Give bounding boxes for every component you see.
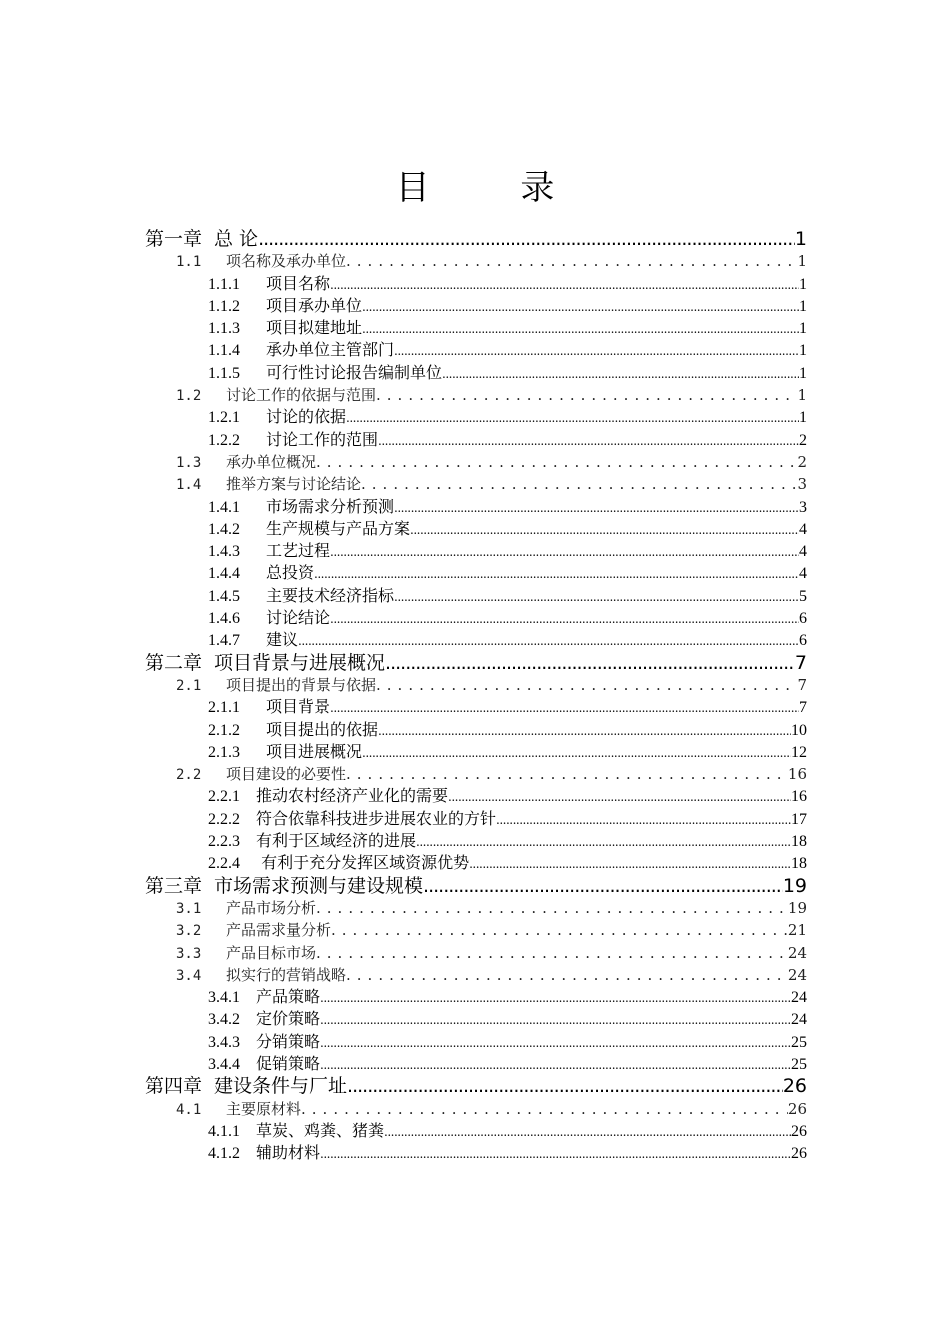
toc-leader-dots — [496, 808, 791, 831]
toc-entry[interactable] — [0, 652, 950, 674]
toc-entry[interactable] — [0, 986, 950, 1008]
toc-entry-page: 25 — [791, 1033, 807, 1051]
toc-entry-number: 1.4.3 — [208, 543, 240, 561]
toc-leader-dots — [320, 1142, 791, 1165]
toc-entry-label — [208, 986, 320, 1009]
toc-entry-page: 2 — [797, 452, 807, 471]
toc-entry[interactable] — [0, 785, 950, 807]
toc-entry-title: 建设条件与厂址 — [214, 1075, 348, 1098]
toc-entry-title: 项目承办单位 — [266, 295, 363, 315]
toc-entry-number: 第二章 — [145, 651, 203, 674]
toc-entry-title: 推动农村经济产业化的需要 — [256, 786, 449, 806]
toc-entry-number: 1.4.5 — [208, 587, 240, 605]
toc-entry-title: 建议 — [266, 630, 299, 650]
toc-entry[interactable] — [0, 518, 950, 540]
toc-entry-title: 符合依靠科技进步进展农业的方针 — [256, 808, 497, 828]
toc-entry-number: 1.3 — [176, 454, 202, 471]
toc-entry-page: 17 — [791, 810, 807, 828]
toc-entry-title: 项名称及承办单位 — [226, 252, 347, 271]
toc-entry-page: 16 — [791, 788, 807, 806]
toc-entry-label — [176, 451, 316, 474]
toc-entry-title: 项目背景 — [266, 697, 331, 717]
toc-entry-page: 1 — [799, 297, 807, 315]
toc-entry-number: 4.1.2 — [208, 1145, 240, 1163]
toc-entry-page: 7 — [794, 651, 807, 674]
toc-entry-number: 2.2.4 — [208, 855, 240, 873]
toc-entry-page: 26 — [791, 1122, 807, 1140]
toc-leader-dots — [423, 875, 783, 897]
toc-leader-dots — [330, 540, 799, 563]
toc-leader-dots — [320, 986, 791, 1009]
toc-entry-label — [208, 295, 362, 318]
toc-entry[interactable] — [0, 964, 950, 986]
toc-entry[interactable] — [0, 719, 950, 741]
toc-entry-label — [208, 830, 416, 853]
toc-entry-number: 3.1 — [176, 900, 202, 917]
toc-entry[interactable] — [0, 674, 950, 696]
toc-entry-number: 第一章 — [145, 228, 203, 250]
toc-entry-number: 1.4.6 — [208, 610, 240, 628]
toc-entry-title: 生产规模与产品方案 — [266, 518, 411, 538]
toc-entry-title: 产品市场分析 — [226, 898, 317, 917]
toc-entry-label — [208, 317, 362, 340]
toc-entry-title: 拟实行的营销战略 — [226, 965, 347, 984]
toc-entry-number: 第四章 — [145, 1075, 203, 1098]
toc-entry[interactable] — [0, 1053, 950, 1075]
toc-leader-dots — [469, 852, 791, 875]
toc-entry-page: 4 — [799, 543, 807, 561]
toc-entry-title: 有利于充分发挥区域资源优势 — [256, 853, 470, 873]
toc-entry-label — [145, 652, 385, 674]
toc-leader-dots — [320, 1053, 791, 1076]
toc-leader-dots — [316, 451, 797, 473]
toc-entry-label — [208, 1053, 320, 1076]
toc-entry-title: 项目拟建地址 — [266, 318, 363, 338]
toc-entry-title: 辅助材料 — [256, 1143, 321, 1163]
toc-leader-dots — [298, 629, 799, 652]
toc-entry[interactable] — [0, 1120, 950, 1142]
toc-entry[interactable] — [0, 607, 950, 629]
toc-entry-label — [208, 1008, 320, 1031]
page-title: 目 录 — [395, 168, 595, 208]
toc-entry-number: 3.4.3 — [208, 1033, 240, 1051]
toc-entry-number: 4.1.1 — [208, 1122, 240, 1140]
toc-entry-page: 26 — [791, 1145, 807, 1163]
toc-entry-page: 1 — [799, 409, 807, 427]
toc-entry-page: 18 — [791, 855, 807, 873]
toc-entry[interactable] — [0, 875, 950, 897]
toc-leader-dots — [331, 919, 788, 941]
toc-entry[interactable] — [0, 429, 950, 451]
toc-entry-number: 3.4.1 — [208, 989, 240, 1007]
toc-entry[interactable] — [0, 540, 950, 562]
toc-entry-page: 4 — [799, 565, 807, 583]
toc-entry-label — [176, 674, 376, 697]
toc-entry-number: 2.1.3 — [208, 743, 240, 761]
toc-entry-title: 项目名称 — [266, 273, 331, 293]
toc-entry-label — [208, 808, 496, 831]
toc-leader-dots — [330, 273, 799, 296]
toc-entry-page: 1 — [794, 228, 807, 250]
toc-entry-number: 1.4.4 — [208, 565, 240, 583]
toc-leader-dots — [346, 406, 799, 429]
toc-leader-dots — [378, 429, 799, 452]
toc-leader-dots — [410, 518, 799, 541]
toc-leader-dots — [385, 652, 795, 674]
toc-entry-number: 1.4.2 — [208, 520, 240, 538]
toc-leader-dots — [362, 741, 791, 764]
toc-leader-dots — [258, 228, 795, 250]
toc-entry-page: 7 — [797, 675, 807, 694]
toc-entry-page: 10 — [791, 721, 807, 739]
toc-entry-label — [176, 919, 331, 942]
toc-entry-number: 3.2 — [176, 923, 202, 940]
toc-entry-title: 主要原材料 — [226, 1099, 302, 1118]
toc-entry-label — [208, 562, 314, 585]
toc-entry[interactable] — [0, 317, 950, 339]
toc-entry[interactable] — [0, 763, 950, 785]
toc-leader-dots — [394, 339, 799, 362]
toc-entry-label — [208, 1031, 320, 1054]
toc-entry[interactable] — [0, 741, 950, 763]
toc-leader-dots — [376, 674, 797, 696]
toc-entry-number: 1.2.2 — [208, 431, 240, 449]
toc-entry-title: 总 论 — [214, 228, 259, 250]
toc-entry-page: 7 — [799, 699, 807, 717]
toc-entry[interactable] — [0, 406, 950, 428]
toc-entry[interactable] — [0, 830, 950, 852]
toc-leader-dots — [361, 473, 797, 495]
toc-entry-number: 2.1 — [176, 677, 202, 694]
toc-entry-page: 19 — [782, 874, 807, 897]
toc-entry-page: 24 — [787, 943, 807, 962]
toc-entry[interactable] — [0, 897, 950, 919]
toc-entry-page: 1 — [797, 386, 807, 405]
toc-leader-dots — [362, 317, 799, 340]
toc-entry-label — [145, 1075, 347, 1097]
toc-entry[interactable] — [0, 942, 950, 964]
toc-entry-label — [208, 1120, 384, 1143]
toc-leader-dots — [301, 1098, 788, 1120]
toc-entry-number: 2.1.2 — [208, 721, 240, 739]
toc-leader-dots — [378, 719, 791, 742]
toc-leader-dots — [316, 897, 788, 919]
toc-entry[interactable] — [0, 1031, 950, 1053]
toc-entry-title: 承办单位概况 — [226, 452, 317, 471]
toc-entry-title: 产品需求量分析 — [226, 921, 332, 940]
toc-entry-label — [208, 1142, 320, 1165]
toc-entry-title: 推举方案与讨论结论 — [226, 475, 362, 494]
toc-entry-label — [176, 384, 376, 407]
toc-entry[interactable] — [0, 629, 950, 651]
toc-entry[interactable] — [0, 362, 950, 384]
toc-entry-page: 16 — [787, 765, 807, 784]
toc-entry[interactable] — [0, 562, 950, 584]
toc-entry[interactable] — [0, 339, 950, 361]
toc-leader-dots — [314, 562, 799, 585]
toc-entry-title: 承办单位主管部门 — [266, 340, 395, 360]
toc-leader-dots — [362, 295, 799, 318]
toc-entry[interactable] — [0, 1142, 950, 1164]
toc-entry[interactable] — [0, 1075, 950, 1097]
toc-entry-page: 3 — [797, 475, 807, 494]
toc-leader-dots — [330, 607, 799, 630]
toc-entry-title: 项目提出的背景与依据 — [226, 675, 377, 694]
toc-entry-number: 1.1.3 — [208, 320, 240, 338]
toc-entry-number: 2.2.3 — [208, 833, 240, 851]
toc-entry-title: 讨论工作的依据与范围 — [226, 386, 377, 405]
toc-leader-dots — [442, 362, 799, 385]
toc-entry[interactable] — [0, 808, 950, 830]
toc-entry-page: 26 — [782, 1075, 807, 1098]
toc-entry[interactable] — [0, 473, 950, 495]
toc-entry[interactable] — [0, 451, 950, 473]
toc-entry-number: 3.3 — [176, 945, 202, 962]
toc-entry-label — [208, 696, 330, 719]
toc-leader-dots — [346, 964, 788, 986]
toc-entry[interactable] — [0, 1098, 950, 1120]
toc-entry-label — [176, 763, 346, 786]
toc-entry-page: 1 — [799, 320, 807, 338]
toc-entry-title: 项目背景与进展概况 — [214, 651, 386, 674]
toc-entry-number: 1.1.2 — [208, 297, 240, 315]
toc-entry-label — [176, 942, 316, 965]
toc-entry-label — [208, 406, 346, 429]
toc-leader-dots — [376, 384, 797, 406]
toc-leader-dots — [346, 250, 797, 272]
toc-entry-title: 有利于区域经济的进展 — [256, 831, 417, 851]
toc-entry-title: 市场需求分析预测 — [266, 496, 395, 516]
toc-entry-label — [208, 540, 330, 563]
toc-entry-title: 项目进展概况 — [266, 741, 363, 761]
toc-entry-title: 总投资 — [266, 563, 315, 583]
toc-entry-page: 24 — [787, 965, 807, 984]
toc-entry-page: 19 — [787, 898, 807, 917]
toc-entry-number: 1.1.4 — [208, 342, 240, 360]
toc-leader-dots — [448, 785, 791, 808]
toc-entry-title: 讨论工作的范围 — [266, 429, 379, 449]
toc-leader-dots — [346, 763, 788, 785]
toc-entry-page: 1 — [799, 364, 807, 382]
toc-leader-dots — [320, 1008, 791, 1031]
toc-entry-page: 25 — [791, 1055, 807, 1073]
toc-entry-number: 1.1.5 — [208, 364, 240, 382]
toc-entry-title: 工艺过程 — [266, 541, 331, 561]
toc-entry-label — [176, 897, 316, 920]
toc-entry-label — [208, 496, 394, 519]
toc-entry-label — [176, 1098, 301, 1121]
toc-entry-label — [208, 518, 410, 541]
toc-entry-number: 1.2.1 — [208, 409, 240, 427]
toc-entry[interactable] — [0, 295, 950, 317]
toc-entry-title: 草炭、鸡粪、猪粪 — [256, 1120, 385, 1140]
toc-leader-dots — [394, 585, 799, 608]
toc-entry-page: 18 — [791, 833, 807, 851]
toc-entry-title: 分销策略 — [256, 1031, 321, 1051]
toc-entry-label — [208, 607, 330, 630]
toc-leader-dots — [316, 942, 788, 964]
toc-entry-label — [208, 339, 394, 362]
toc-entry-label — [208, 585, 394, 608]
toc-entry-page: 1 — [797, 252, 807, 271]
toc-entry-title: 定价策略 — [256, 1009, 321, 1029]
toc-entry[interactable] — [0, 919, 950, 941]
toc-entry-label — [208, 852, 469, 875]
toc-entry-number: 第三章 — [145, 874, 203, 897]
table-of-contents — [0, 228, 950, 1164]
toc-entry-label — [208, 719, 378, 742]
toc-entry-page: 4 — [799, 520, 807, 538]
toc-entry-title: 促销策略 — [256, 1053, 321, 1073]
toc-entry-page: 2 — [799, 431, 807, 449]
toc-entry-number: 3.4.4 — [208, 1055, 240, 1073]
toc-entry-number: 3.4 — [176, 967, 202, 984]
toc-entry-number: 1.4 — [176, 477, 202, 494]
toc-entry-page: 26 — [787, 1099, 807, 1118]
toc-leader-dots — [416, 830, 791, 853]
toc-leader-dots — [394, 496, 799, 519]
toc-entry-page: 6 — [799, 632, 807, 650]
toc-entry-label — [176, 250, 346, 273]
toc-entry-page: 24 — [791, 989, 807, 1007]
toc-entry-number: 2.1.1 — [208, 699, 240, 717]
toc-entry-title: 讨论结论 — [266, 608, 331, 628]
toc-entry-number: 1.2 — [176, 388, 202, 405]
toc-entry-number: 1.4.7 — [208, 632, 240, 650]
toc-entry-page: 6 — [799, 610, 807, 628]
toc-entry-label — [176, 473, 361, 496]
toc-leader-dots — [330, 696, 799, 719]
toc-leader-dots — [347, 1075, 783, 1097]
toc-entry-page: 1 — [799, 342, 807, 360]
toc-entry-number: 4.1 — [176, 1101, 202, 1118]
toc-entry-number: 3.4.2 — [208, 1011, 240, 1029]
toc-entry[interactable] — [0, 696, 950, 718]
toc-entry-page: 21 — [787, 921, 807, 940]
toc-entry-label — [176, 964, 346, 987]
toc-entry-label — [208, 741, 362, 764]
toc-entry-title: 项目建设的必要性 — [226, 765, 347, 784]
toc-entry-number: 2.2.1 — [208, 788, 240, 806]
toc-leader-dots — [320, 1031, 791, 1054]
toc-entry[interactable] — [0, 852, 950, 874]
toc-entry-title: 讨论的依据 — [266, 407, 347, 427]
toc-entry-label — [145, 875, 423, 897]
toc-entry-page: 1 — [799, 275, 807, 293]
toc-entry-page: 24 — [791, 1011, 807, 1029]
toc-entry-number: 1.1.1 — [208, 275, 240, 293]
toc-entry-label — [208, 785, 448, 808]
toc-entry[interactable] — [0, 384, 950, 406]
toc-entry[interactable] — [0, 496, 950, 518]
toc-entry-label — [145, 228, 258, 250]
toc-entry[interactable] — [0, 585, 950, 607]
toc-entry-page: 5 — [799, 587, 807, 605]
toc-entry[interactable] — [0, 228, 950, 250]
toc-entry[interactable] — [0, 1008, 950, 1030]
toc-entry-number: 1.1 — [176, 254, 202, 271]
toc-entry-title: 产品策略 — [256, 987, 321, 1007]
toc-entry-label — [208, 629, 298, 652]
toc-entry-label — [208, 362, 442, 385]
toc-entry[interactable] — [0, 250, 950, 272]
toc-entry-title: 项目提出的依据 — [266, 719, 379, 739]
toc-entry[interactable] — [0, 273, 950, 295]
toc-entry-title: 市场需求预测与建设规模 — [214, 874, 424, 897]
toc-entry-number: 1.4.1 — [208, 498, 240, 516]
toc-entry-number: 2.2 — [176, 767, 202, 784]
toc-entry-page: 12 — [791, 743, 807, 761]
toc-entry-label — [208, 429, 378, 452]
toc-entry-page: 3 — [799, 498, 807, 516]
toc-entry-title: 主要技术经济指标 — [266, 585, 395, 605]
toc-entry-number: 2.2.2 — [208, 810, 240, 828]
toc-entry-title: 可行性讨论报告编制单位 — [266, 362, 443, 382]
toc-entry-label — [208, 273, 330, 296]
toc-leader-dots — [384, 1120, 791, 1143]
toc-entry-title: 产品目标市场 — [226, 943, 317, 962]
